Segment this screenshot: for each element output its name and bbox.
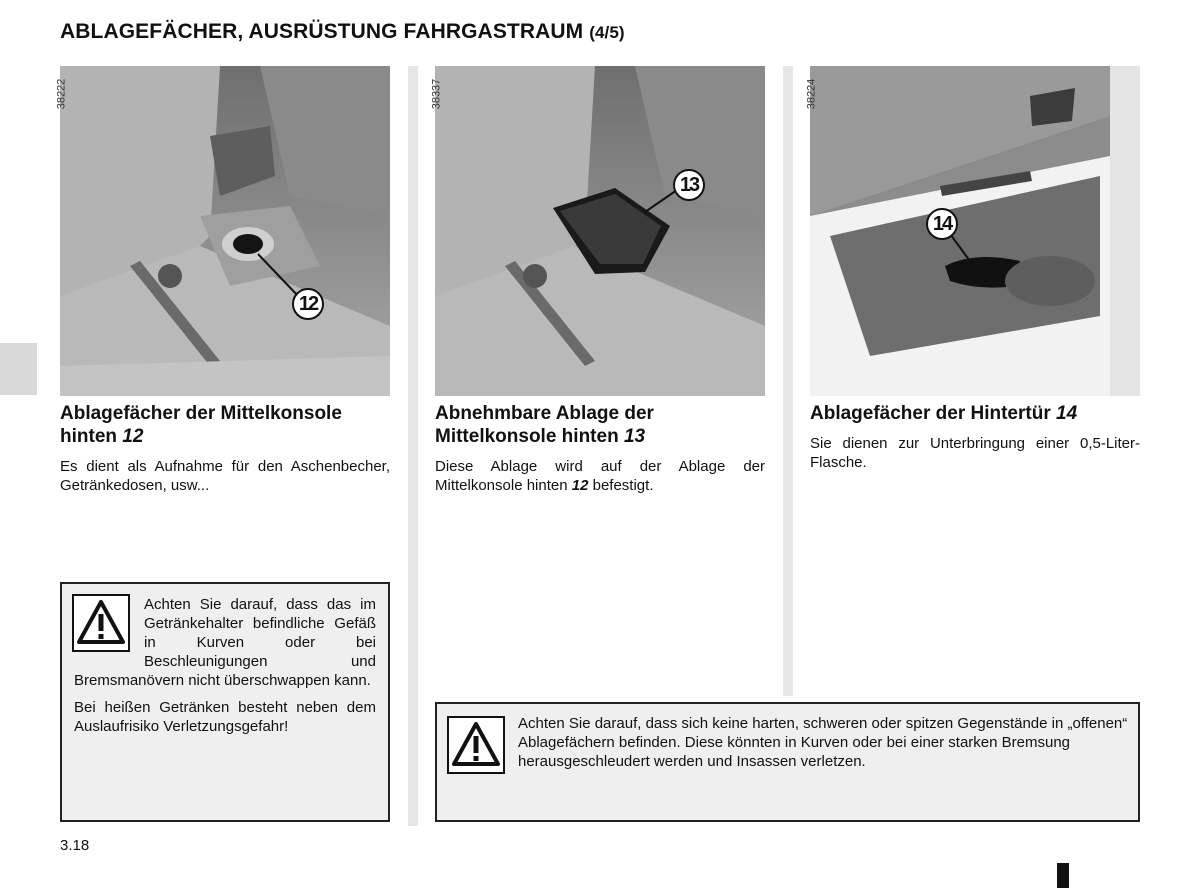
- column-divider: [783, 66, 793, 696]
- photo-center-console-storage-image: [55, 66, 390, 396]
- section-body: Diese Ablage wird auf der Ablage der Mittelkonsole hinten 12 befestigt.: [435, 458, 765, 494]
- page-title-counter: (4/5): [589, 23, 625, 42]
- photo-center-console-storage: [55, 66, 390, 396]
- column-divider: [408, 66, 418, 826]
- callout-number: 14: [926, 208, 958, 240]
- warning-box: [435, 702, 1140, 822]
- photo-reference-number: 38222: [55, 78, 68, 110]
- warning-text-secondary: Bei heißen Getränken besteht neben dem Auslaufrisiko Verletzungsgefahr!: [74, 699, 376, 735]
- warning-text: Achten Sie darauf, dass das im Getränkehalter befindliche Gefäß in Kurven oder bei Beschleunigungen und Bremsmanövern nicht überschwappen kann. Bei heißen Getränken besteht neben dem Auslaufrisiko Verletzungsgefahr!: [74, 596, 376, 735]
- page-title-text: ABLAGEFÄCHER, AUSRÜSTUNG FAHRGASTRAUM: [60, 20, 584, 43]
- photo-rear-door-pocket: [805, 66, 1140, 396]
- photo-removable-tray: [430, 66, 765, 396]
- page-title: [60, 20, 625, 44]
- section-heading: Ablagefächer der Hintertür 14: [810, 403, 1078, 424]
- section-body: Sie dienen zur Unterbringung einer 0,5-Liter-Flasche.: [810, 435, 1140, 471]
- page-edge-marker: [1057, 863, 1069, 888]
- section-body: Es dient als Aufnahme für den Aschenbecher, Getränkedosen, usw...: [60, 458, 390, 494]
- warning-text: Achten Sie darauf, dass sich keine harten, schweren oder spitzen Gegenstände in „offenen“ Ablagefächern befinden. Diese könnten in Kurven oder bei einer starken Bremsung herausgeschleudert werden und Insassen verletzen.: [518, 715, 1128, 770]
- section-heading: Ablagefächer der Mittelkonsole hinten 12: [60, 403, 342, 447]
- warning-box: [60, 582, 390, 822]
- photo-removable-tray-image: [430, 66, 765, 396]
- photo-rear-door-pocket-image: [805, 66, 1140, 396]
- callout-number: 12: [292, 288, 324, 320]
- page-number: 3.18: [60, 837, 90, 854]
- chapter-tab: [0, 343, 37, 395]
- section-heading: Abnehmbare Ablage der Mittelkonsole hinten 13: [435, 403, 654, 447]
- photo-reference-number: 38337: [430, 78, 443, 110]
- photo-reference-number: 38224: [805, 78, 818, 110]
- callout-number: 13: [673, 169, 705, 201]
- warning-triangle-icon: [447, 716, 505, 774]
